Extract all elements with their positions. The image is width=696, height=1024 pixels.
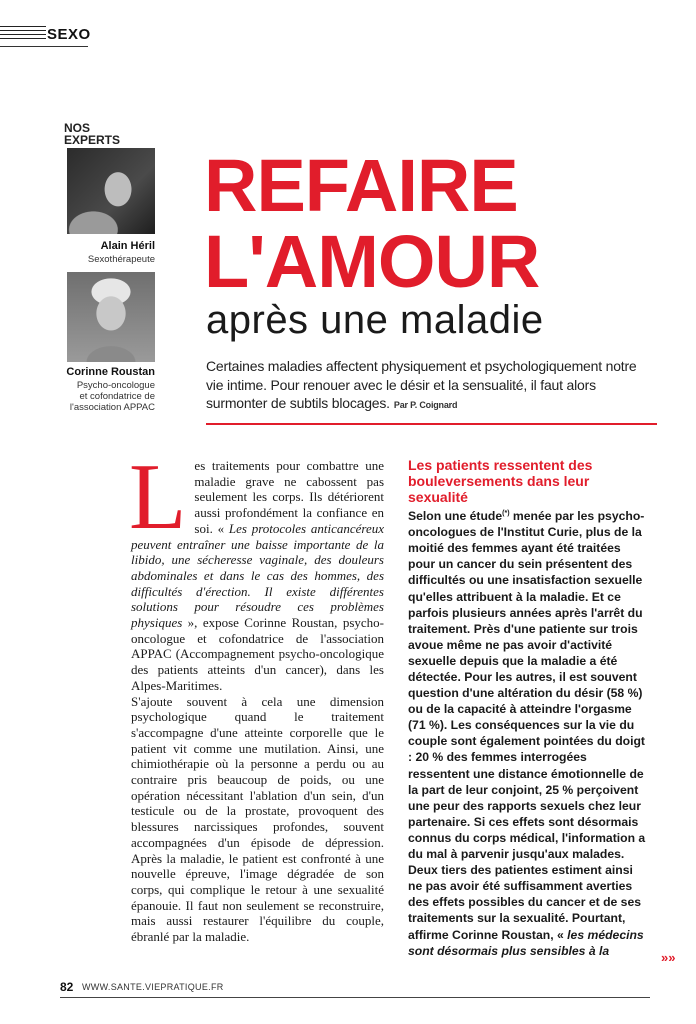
sidebar-title: Les patients ressentent des bouleversements dans leur sexualité (408, 457, 593, 505)
sidebar-body (408, 506, 648, 959)
article-body (129, 445, 385, 945)
footer-rule (60, 997, 650, 998)
expert-role-line: Sexothérapeute (87, 254, 155, 265)
body-text: », expose Corinne Roustan, psycho-oncologue et cofondatrice de l'association APPAC (Accompagnement psycho-oncologique des patients atteints d'un cancer), dans les Alpes-Maritimes. (131, 615, 384, 693)
headline-line2: L'AMOUR (204, 220, 540, 303)
body-quote: Les protocoles anticancéreux peuvent entraîner une baisse importante de la libido, une sécheresse vaginale, des douleurs abdominales et dans le cas des hommes, des difficultés d'érection. Il existe différentes solutions pour résoudre ces problèmes physiques (131, 520, 385, 631)
expert-name: Corinne Roustan (66, 366, 155, 378)
sidebar-paragraph (408, 506, 648, 959)
footer-url: WWW.SANTE.VIEPRATIQUE.FR (82, 982, 224, 992)
drop-cap: L (129, 445, 187, 549)
continue-arrows-icon: »» (661, 950, 676, 965)
headline-subtitle: après une maladie (206, 298, 544, 342)
title-rule (206, 423, 657, 425)
expert-name: Alain Héril (100, 240, 155, 252)
body-paragraph: S'ajoute souvent à cela une dimension psychologique quand le traitement s'accompagne d'une atteinte corporelle que le patient vit comme une mutilation. Ainsi, une chimiothérapie où la personne a perdu ou au contraire pris beaucoup de poids, ou une opération nécessitant l'ablation d'un sein, d'un testicule ou de la prostate, provoquent des blessures narcissiques profondes, souvent accompagnées d'un épisode de dépression. Après la maladie, le patient est confronté à une nouvelle épreuve, l'image dégradée de son corps, qui complique le retour à une sexualité épanouie. Il faut non seulement se reconstruire, mais aussi restaurer l'équilibre du couple, ébranlé par la maladie. (131, 693, 384, 945)
sidebar-text: Selon une étude (408, 509, 503, 524)
expert-photo-alain-heril (67, 148, 155, 234)
standfirst (206, 357, 656, 415)
sidebar-text: menée par les psycho-oncologues de l'Institut Curie, plus de la moitié des femmes ayant été traitées pour un cancer du sein présentent des difficultés ou une insatisfaction sexuelle qu'elles attribuent à la maladie. Et ce parfois plusieurs années après l'arrêt du traitement. Près d'une patiente sur trois avoue même ne pas avoir d'activité sexuelle depuis que la maladie a été détectée. Pour les autres, il est souvent question d'une altération du désir (58 %) ou de la capacité à atteindre l'orgasme (71 %). Les conséquences sur la vie du couple sont également pointées du doigt : 20 % des femmes interrogées ressentent une distance émotionnelle de la part de leur conjoint, 25 % perçoivent une peur des rapports sexuels chez leur partenaire. Si ces effets sont désormais connus du corps médical, l'information a du mal à parvenir jusqu'aux malades. Deux tiers des patientes estiment ainsi ne pas avoir été suffisamment averties des effets possibles du cancer et de ses traitements sur la sexualité. Pourtant, affirme Corinne Roustan, « (408, 509, 646, 942)
experts-heading-line2: EXPERTS (64, 133, 121, 147)
expert-role-line: Psycho-oncologue (76, 380, 155, 391)
expert-role-line: et cofondatrice de (79, 391, 155, 402)
byline: Par P. Coignard (393, 400, 458, 410)
experts-heading (64, 122, 120, 146)
section-stripes (0, 26, 46, 40)
section-rule (0, 46, 88, 47)
experts-heading-line1: NOS (64, 121, 91, 135)
body-text: es traitements pour combattre une maladie grave ne cabossent pas seulement les corps. Ils détériorent aussi profondément la confiance en soi. « (194, 458, 384, 536)
standfirst-text: Certaines maladies affectent physiquement et psychologiquement notre vie intime. Pour renouer avec le désir et la sensualité, il faut alors surmonter de subtils blocages. (206, 358, 637, 411)
expert-role (70, 380, 155, 413)
expert-role-line: l'association APPAC (69, 402, 155, 413)
body-paragraph (129, 445, 385, 694)
section-label: SEXO (47, 26, 91, 43)
sidebar-quote: les médecins sont désormais plus sensibles à la (408, 927, 644, 958)
expert-role (88, 254, 155, 265)
expert-photo-corinne-roustan (67, 272, 155, 362)
headline-line1: REFAIRE (204, 144, 518, 227)
footnote-marker: (*) (502, 510, 510, 517)
page-number: 82 (60, 980, 74, 994)
